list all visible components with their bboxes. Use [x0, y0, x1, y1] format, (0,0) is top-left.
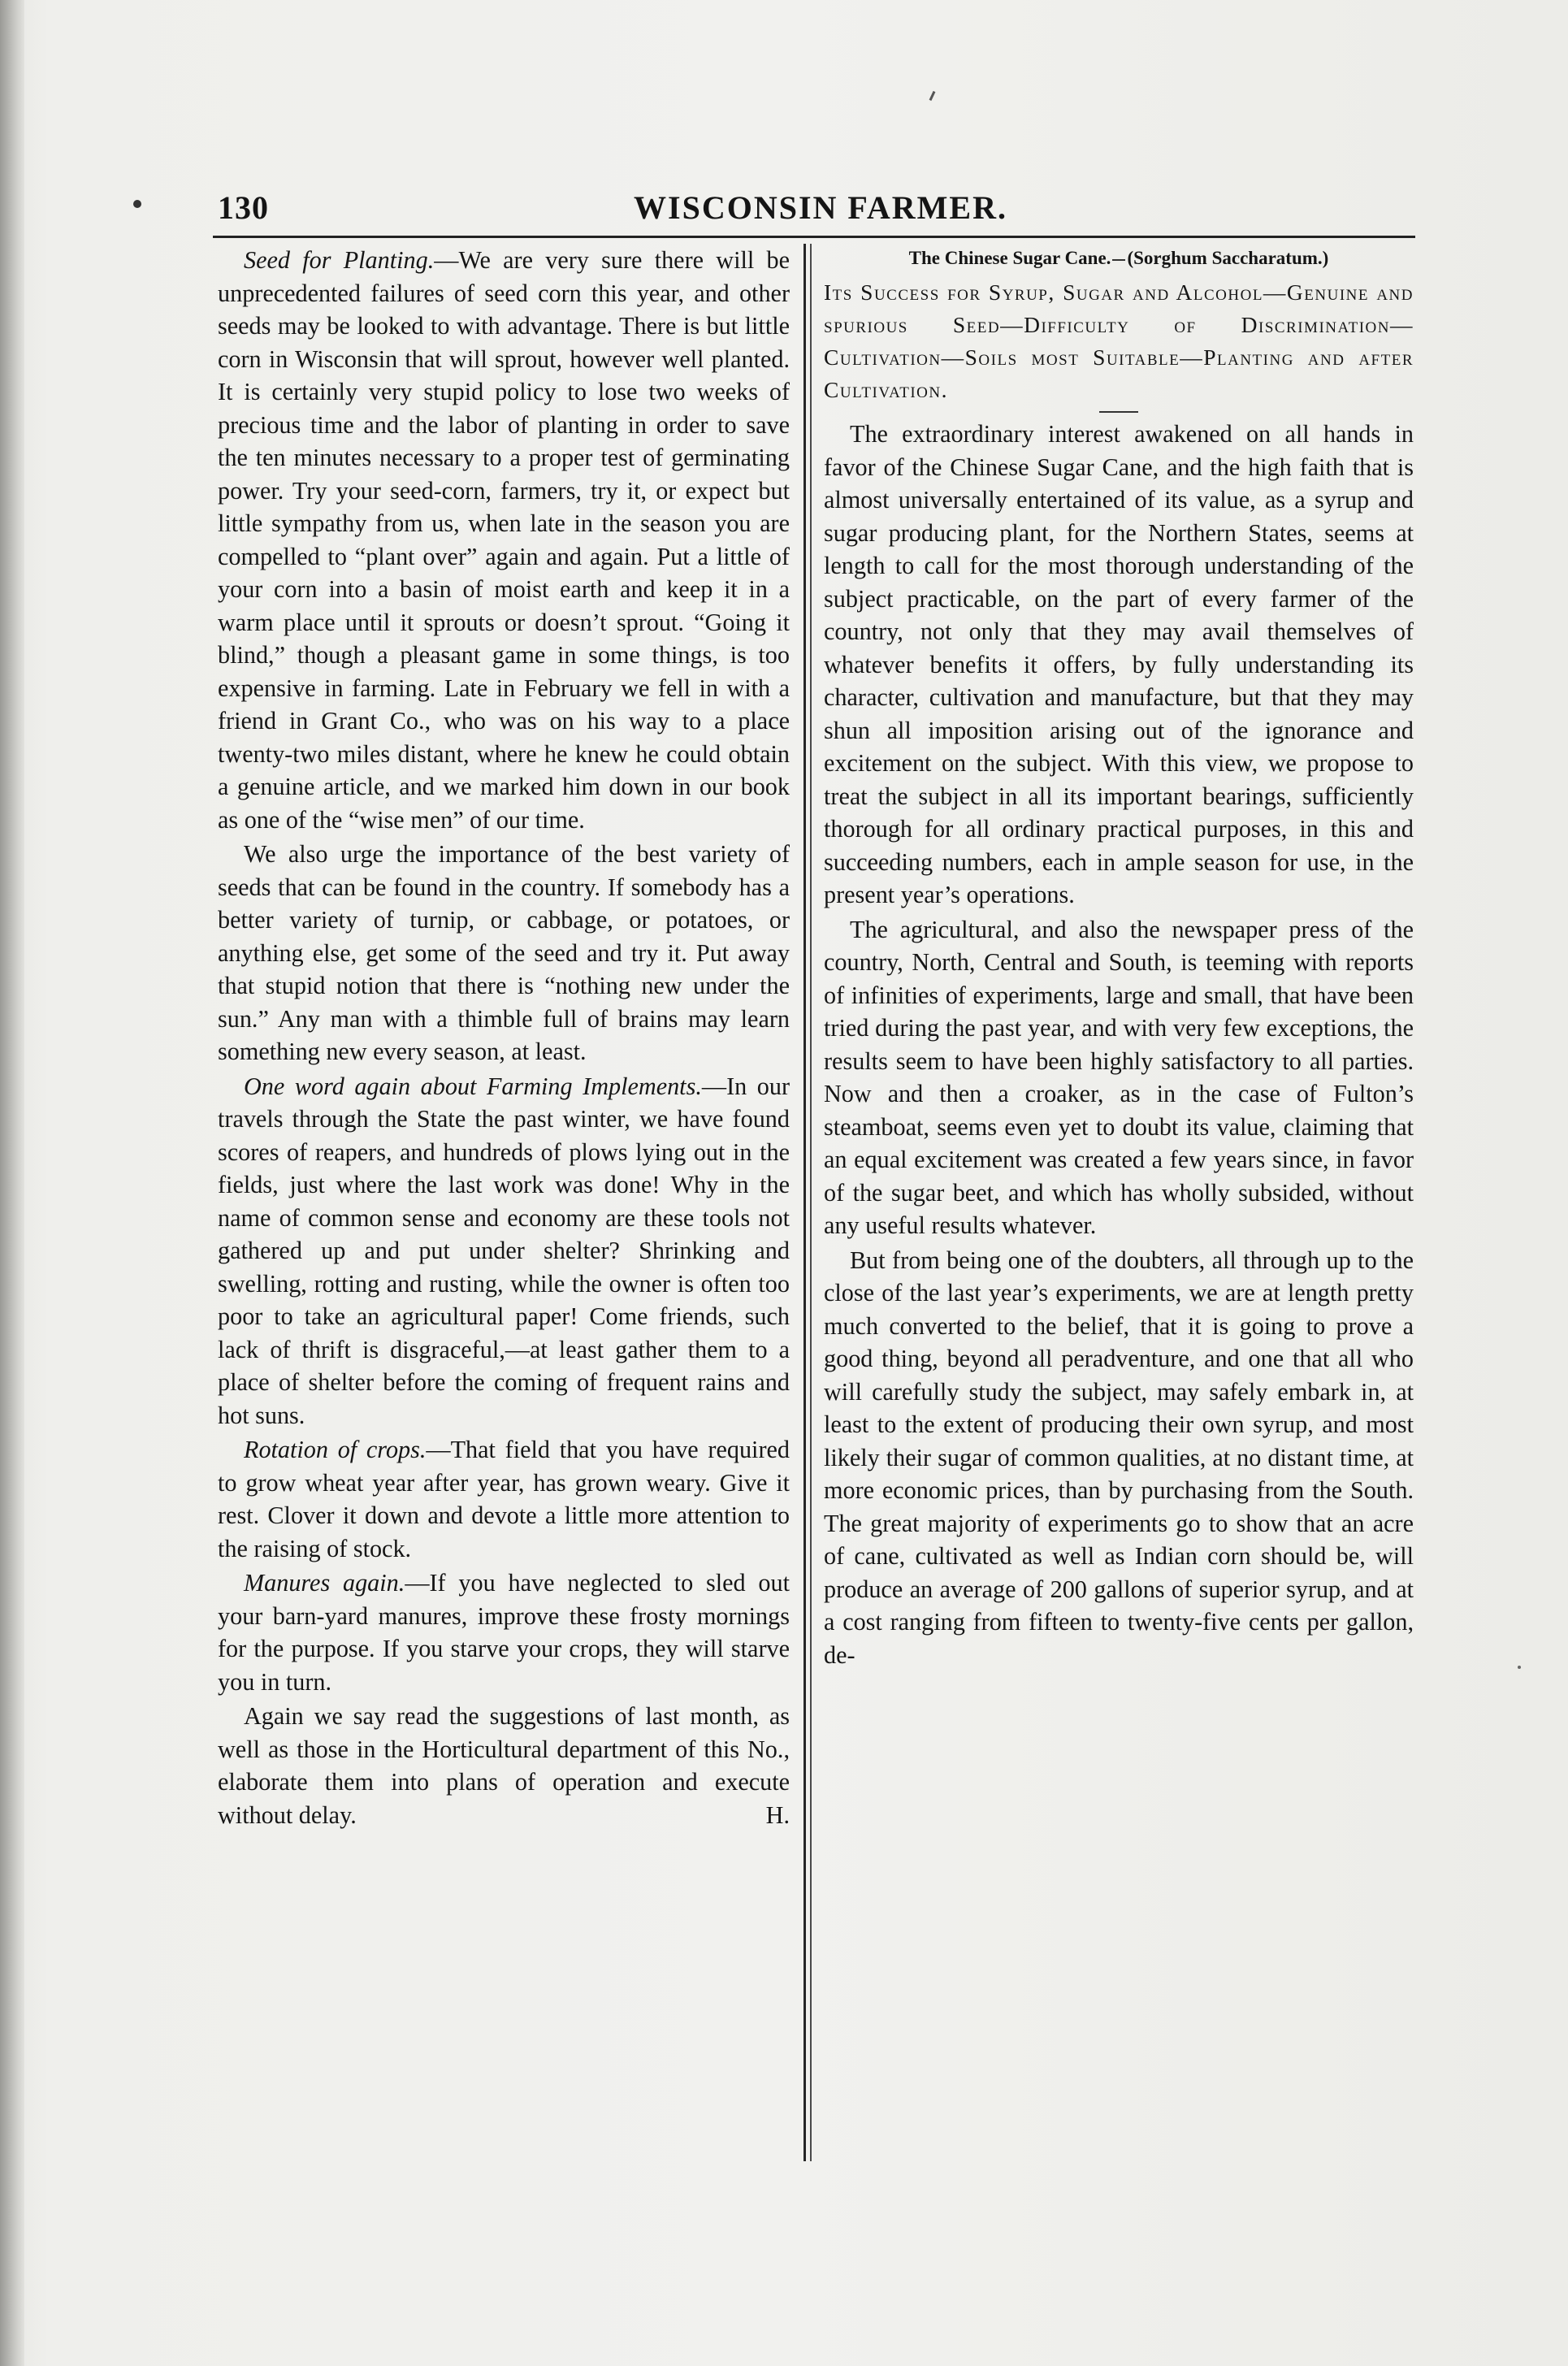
margin-dot [133, 200, 141, 208]
article-paragraph: The agricultural, and also the newspaper press of the country, North, Central and South, is teeming with reports of infinities of experiments, large and small, that have been tried during the past year, and with very few exceptions, the results seem to have been highly satisfactory to all parties. Now and then a croaker, as in the case of Fulton’s steamboat, seems even yet to doubt its value, claiming that an equal excitement was created a few years since, in favor of the sugar beet, and which has wholly subsided, without any useful results whatever. [824, 915, 1414, 1239]
paragraph-lead: One word again about Farming Implements. [244, 1072, 702, 1100]
author-signature: H. [765, 1800, 790, 1829]
title-dash [1112, 259, 1125, 261]
paragraph-text: We also urge the importance of the best variety of seeds that can be found in the country. If somebody has a better variety of turnip, or cabbage, or potatoes, or anything else, get some of the seed and try it. Put away that stupid notion that there is “nothing new under the sun.” Any man with a thimble full of brains may learn something new every season, at least. [218, 840, 790, 1065]
paragraph-suggestions [218, 1700, 790, 1831]
header-rule [213, 236, 1415, 238]
paragraph-manures-again [218, 1566, 790, 1698]
article-title-latin: (Sorghum Saccharatum.) [1127, 248, 1329, 268]
column-divider [803, 244, 806, 2161]
right-column [824, 244, 1414, 2161]
paragraph-text: —In our travels through the State the past winter, we have found scores of reapers, and hundreds of plows lying out in the fields, just where the last work was done! Why in the name of common sense and economy are these tools not gathered up and put under shelter? Shrinking and swelling, rotting and rusting, while the owner is often too poor to take an agricultural paper! Come friends, such lack of thrift is disgraceful,—at least gather them to a place of shelter before the coming of frequent rains and hot suns. [218, 1072, 790, 1429]
paragraph-farming-implements [218, 1070, 790, 1432]
subtitle-rule [1099, 411, 1138, 413]
running-head-title: WISCONSIN FARMER. [634, 189, 1007, 226]
paragraph-lead: Rotation of crops. [244, 1436, 427, 1463]
left-column [218, 244, 790, 2161]
article-paragraph: But from being one of the doubters, all through up to the close of the last year’s experiments, we are at length pretty much converted to the belief, that it is going to prove a good thing, beyond all peradventure, and one that all who will carefully study the subject, may safely embark in, at least to the extent of producing their own syrup, and most likely their sugar of common qualities, at no distant time, at more economic prices, than by purchasing from the South. The great majority of experiments go to show that an acre of cane, cultivated as well as Indian corn should be, will produce an average of 200 gallons of superior syrup, and at a cost ranging from fifteen to twenty-five cents per gallon, de- [824, 1246, 1414, 1669]
paragraph-best-variety [218, 838, 790, 1068]
article-paragraph: The extraordinary interest awakened on all hands in favor of the Chinese Sugar Cane, and the high faith that is almost universally entertained of its value, as a syrup and sugar producing plant, for the Northern States, seems at length to call for the most thorough understanding of the subject practicable, on the part of every farmer of the country, not only that they may avail themselves of whatever benefits it offers, by fully understanding its character, cultivation and manufacture, but that they may shun all imposition arising out of the ignorance and excitement on the subject. With this view, we propose to treat the subject in all its important bearings, sufficiently thorough for all ordinary practical purposes, in this and succeeding numbers, each in ample season for use, in the present year’s operations. [824, 420, 1414, 908]
paragraph-text: —That field that you have required to grow wheat year after year, has grown weary. Give it rest. Clover it down and devote a little more attention to the raising of stock. [218, 1436, 790, 1562]
scan-speck [929, 91, 936, 101]
paragraph-rotation-crops [218, 1433, 790, 1565]
paragraph-text: —We are very sure there will be unprecedented failures of seed corn this year, and other seeds may be looked to with advantage. There is but little corn in Wisconsin that will sprout, however well planted. It is certainly very stupid policy to lose two weeks of precious time and the labor of planting in order to save the ten minutes necessary to a proper test of germinating power. Try your seed-corn, farmers, try it, or expect but little sympathy from us, when late in the season you are compelled to “plant over” again and again. Put a little of your corn into a basin of moist earth and keep it in a warm place until it sprouts or doesn’t sprout. “Going it blind,” though a pleasant game in some things, is too expensive in farming. Late in February we fell in with a friend in Grant Co., who was on his way to a place twenty-two miles distant, where he knew he could obtain a genuine article, and we marked him down in our book as one of the “wise men” of our time. [218, 246, 790, 834]
column-divider [810, 244, 812, 2161]
paragraph-lead: Manures again. [244, 1569, 405, 1597]
paragraph-text: Again we say read the suggestions of last month, as well as those in the Horticultural department of this No., elaborate them into plans of operation and execute without delay. [218, 1702, 790, 1829]
paragraph-seed-planting [218, 244, 790, 836]
article-title-text: The Chinese Sugar Cane. [908, 248, 1111, 268]
article-title [824, 244, 1414, 273]
scan-speck [1518, 1666, 1521, 1669]
page-binding-shadow [0, 0, 24, 2366]
page-number: 130 [218, 189, 269, 226]
article-subtitle: Its Success for Syrup, Sugar and Alcohol—Genuine and spurious Seed—Difficulty of Discrimination—Cultivation—Soils most Suitable—Planting and after Cultivation. [824, 280, 1414, 402]
paragraph-text: —If you have neglected to sled out your barn-yard manures, improve these frosty mornings for the purpose. If you starve your crops, they will starve you in turn. [218, 1569, 790, 1696]
paragraph-lead: Seed for Planting. [244, 246, 435, 274]
